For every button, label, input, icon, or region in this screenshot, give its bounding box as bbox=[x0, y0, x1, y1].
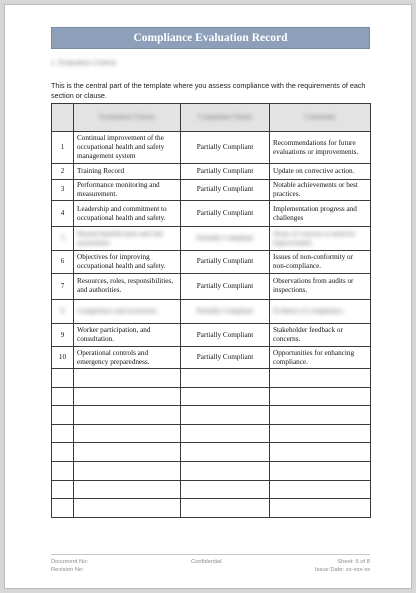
criteria-cell: Resources, roles, responsibilities, and authorities. bbox=[74, 273, 181, 299]
empty-cell bbox=[52, 443, 74, 462]
status-cell: Partially Compliant bbox=[181, 273, 270, 299]
section-heading: 1. Evaluation Criteria bbox=[51, 60, 116, 67]
row-number: 6 bbox=[52, 250, 74, 273]
table-row bbox=[52, 250, 371, 273]
empty-table-row bbox=[52, 443, 371, 462]
comments-cell: Issues of non-conformity or non-compliance. bbox=[270, 250, 371, 273]
table-row bbox=[52, 227, 371, 251]
criteria-cell: Performance monitoring and measurement. bbox=[74, 179, 181, 201]
row-number: 8 bbox=[52, 299, 74, 324]
status-cell: Partially Compliant bbox=[181, 299, 270, 324]
status-cell: Partially Compliant bbox=[181, 324, 270, 347]
table-header-row bbox=[52, 104, 371, 132]
empty-cell bbox=[270, 499, 371, 518]
empty-cell bbox=[74, 462, 181, 481]
empty-table-row bbox=[52, 406, 371, 425]
document-page bbox=[4, 4, 412, 589]
comments-cell: Observations from audits or inspections. bbox=[270, 273, 371, 299]
empty-cell bbox=[52, 499, 74, 518]
row-number: 10 bbox=[52, 347, 74, 369]
row-number: 5 bbox=[52, 227, 74, 251]
evaluation-table bbox=[51, 103, 371, 518]
empty-cell bbox=[270, 480, 371, 499]
criteria-cell: Leadership and commitment to occupational health and safety. bbox=[74, 201, 181, 227]
empty-table-row bbox=[52, 368, 371, 387]
footer-issue-date: Issue Date: xx-xxx-xx bbox=[314, 567, 370, 573]
table-row bbox=[52, 324, 371, 347]
empty-cell bbox=[52, 462, 74, 481]
comments-cell: Evidence of compliance. bbox=[270, 299, 371, 324]
empty-cell bbox=[181, 406, 270, 425]
status-cell: Partially Compliant bbox=[181, 132, 270, 164]
empty-cell bbox=[74, 387, 181, 406]
comments-cell: Opportunities for enhancing compliance. bbox=[270, 347, 371, 369]
comments-cell: Implementation progress and challenges bbox=[270, 201, 371, 227]
empty-table-row bbox=[52, 424, 371, 443]
empty-cell bbox=[52, 424, 74, 443]
intro-paragraph: This is the central part of the template where you assess compliance with the requirements of each section or clause. bbox=[51, 81, 366, 100]
criteria-cell: Training Record bbox=[74, 164, 181, 180]
footer-classification: Confidential bbox=[191, 559, 222, 565]
empty-table-row bbox=[52, 462, 371, 481]
table-row bbox=[52, 299, 371, 324]
empty-cell bbox=[270, 462, 371, 481]
header-comments: Comments bbox=[270, 104, 371, 132]
comments-cell: Notable achievements or best practices. bbox=[270, 179, 371, 201]
footer-revision-no: Revision No: bbox=[51, 567, 84, 573]
comments-cell: Update on corrective action. bbox=[270, 164, 371, 180]
empty-cell bbox=[181, 462, 270, 481]
empty-cell bbox=[270, 387, 371, 406]
criteria-cell: Worker participation, and consultation. bbox=[74, 324, 181, 347]
empty-cell bbox=[52, 368, 74, 387]
table-row bbox=[52, 164, 371, 180]
row-number: 4 bbox=[52, 201, 74, 227]
empty-cell bbox=[270, 368, 371, 387]
empty-cell bbox=[52, 406, 74, 425]
comments-cell: Recommendations for future evaluations or improvements. bbox=[270, 132, 371, 164]
criteria-cell: Competence and awareness. bbox=[74, 299, 181, 324]
empty-cell bbox=[52, 387, 74, 406]
table-row bbox=[52, 273, 371, 299]
empty-table-row bbox=[52, 480, 371, 499]
header-status: Compliance Status bbox=[181, 104, 270, 132]
empty-cell bbox=[74, 368, 181, 387]
document-title: Compliance Evaluation Record bbox=[51, 27, 370, 49]
footer-sheet: Sheet: 5 of 8 bbox=[337, 559, 370, 565]
status-cell: Partially Compliant bbox=[181, 250, 270, 273]
empty-cell bbox=[74, 499, 181, 518]
status-cell: Partially Compliant bbox=[181, 201, 270, 227]
empty-cell bbox=[181, 368, 270, 387]
header-criteria: Evaluation Criteria bbox=[74, 104, 181, 132]
empty-cell bbox=[270, 406, 371, 425]
status-cell: Partially Compliant bbox=[181, 347, 270, 369]
table-row bbox=[52, 201, 371, 227]
empty-cell bbox=[181, 480, 270, 499]
row-number: 3 bbox=[52, 179, 74, 201]
comments-cell: Areas of concern or need for improvement. bbox=[270, 227, 371, 251]
criteria-cell: Objectives for improving occupational health and safety. bbox=[74, 250, 181, 273]
empty-cell bbox=[74, 480, 181, 499]
empty-cell bbox=[181, 424, 270, 443]
empty-cell bbox=[74, 443, 181, 462]
status-cell: Partially Compliant bbox=[181, 227, 270, 251]
empty-cell bbox=[181, 387, 270, 406]
table-row bbox=[52, 132, 371, 164]
criteria-cell: Hazard identification and risk assessment. bbox=[74, 227, 181, 251]
table-body bbox=[52, 132, 371, 518]
empty-cell bbox=[270, 443, 371, 462]
empty-cell bbox=[181, 443, 270, 462]
criteria-cell: Continual improvement of the occupational health and safety management system bbox=[74, 132, 181, 164]
footer-document-no: Document No: bbox=[51, 559, 89, 565]
empty-table-row bbox=[52, 387, 371, 406]
status-cell: Partially Compliant bbox=[181, 164, 270, 180]
status-cell: Partially Compliant bbox=[181, 179, 270, 201]
empty-cell bbox=[270, 424, 371, 443]
row-number: 2 bbox=[52, 164, 74, 180]
row-number: 1 bbox=[52, 132, 74, 164]
page-footer bbox=[51, 554, 370, 573]
table-row bbox=[52, 179, 371, 201]
empty-table-row bbox=[52, 499, 371, 518]
comments-cell: Stakeholder feedback or concerns. bbox=[270, 324, 371, 347]
empty-cell bbox=[74, 424, 181, 443]
row-number: 7 bbox=[52, 273, 74, 299]
header-number bbox=[52, 104, 74, 132]
table-row bbox=[52, 347, 371, 369]
row-number: 9 bbox=[52, 324, 74, 347]
empty-cell bbox=[181, 499, 270, 518]
criteria-cell: Operational controls and emergency preparedness. bbox=[74, 347, 181, 369]
empty-cell bbox=[74, 406, 181, 425]
empty-cell bbox=[52, 480, 74, 499]
